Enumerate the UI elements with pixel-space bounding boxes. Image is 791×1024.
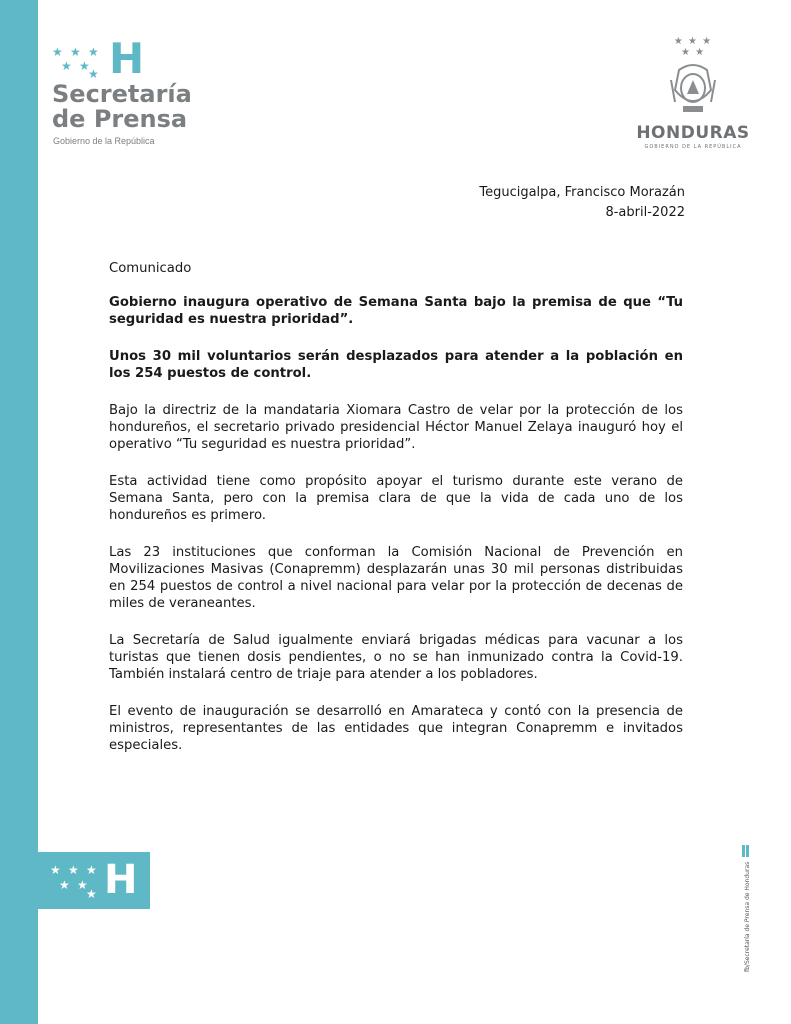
- seal-stars-icon: ★ ★ ★ ★ ★: [673, 36, 713, 58]
- side-color-band: [0, 0, 38, 1024]
- star-icon: ★: [59, 878, 70, 892]
- honduras-logo: [628, 36, 758, 156]
- footer-h-mark: H: [104, 857, 138, 903]
- social-credit: fb/Secretaría de Prensa de Honduras: [744, 861, 751, 972]
- footer-logo: [38, 852, 150, 909]
- document-label: Comunicado: [109, 261, 192, 276]
- body-paragraph: Las 23 instituciones que conforman la Comisión Nacional de Prevención en Movilizaciones Masivas (Conapremm) desplazarán unas 30 mil personas distribuidas en 254 puestos de control a nivel nacional para velar por la protección de decenas de miles de veraneantes.: [109, 545, 683, 611]
- star-icon: ★: [86, 887, 97, 901]
- coat-of-arms-icon: [665, 50, 721, 120]
- star-icon: ★: [88, 45, 99, 59]
- credit-bars-icon: [742, 842, 750, 854]
- body-paragraph: Bajo la directriz de la mandataria Xiomara Castro de velar por la protección de los hondureños, el secretario privado presidencial Héctor Manuel Zelaya inauguró hoy el operativo “Tu seguridad es nuestra prioridad”.: [109, 403, 683, 452]
- place-text: Tegucigalpa, Francisco Morazán: [479, 185, 685, 200]
- country-subtitle: GOBIERNO DE LA REPÚBLICA: [644, 144, 742, 150]
- stars-logo-mark: [52, 34, 152, 83]
- star-icon: ★: [77, 878, 88, 892]
- body-paragraph: El evento de inauguración se desarrolló en Amarateca y contó con la presencia de ministros, representantes de las entidades que integran Conapremm e invitados especiales.: [109, 704, 683, 753]
- star-icon: ★: [68, 863, 79, 877]
- headline-primary: Gobierno inaugura operativo de Semana Santa bajo la premisa de que “Tu seguridad es nuestra prioridad”.: [109, 295, 683, 327]
- body-paragraph: La Secretaría de Salud igualmente enviará brigadas médicas para vacunar a los turistas que tienen dosis pendientes, o no se han inmunizado contra la Covid-19. También instalará centro de triaje para atender a los pobladores.: [109, 633, 683, 682]
- logo-title: [52, 82, 192, 132]
- logo-subtitle: Gobierno de la República: [53, 136, 155, 146]
- headline-secondary: Unos 30 mil voluntarios serán desplazados para atender a la población en los 254 puestos de control.: [109, 349, 683, 381]
- star-icon: ★: [61, 59, 72, 73]
- date-text: 8-abril-2022: [605, 205, 685, 220]
- h-mark: H: [109, 34, 145, 83]
- star-icon: ★: [86, 863, 97, 877]
- country-name: HONDURAS: [636, 123, 750, 143]
- star-icon: ★: [79, 59, 90, 73]
- logo-title-line1: Secretaría: [52, 80, 192, 108]
- document-body: [109, 260, 683, 774]
- star-icon: ★: [52, 45, 63, 59]
- body-paragraph: Esta actividad tiene como propósito apoyar el turismo durante este verano de Semana Santa, pero con la premisa clara de que la vida de cada uno de los hondureños es primero.: [109, 474, 683, 523]
- place-date-block: [479, 183, 685, 223]
- secretaria-prensa-logo: [52, 34, 232, 152]
- star-icon: ★: [88, 67, 99, 81]
- logo-title-line2: de Prensa: [52, 105, 188, 133]
- star-icon: ★: [50, 863, 61, 877]
- star-icon: ★: [70, 45, 81, 59]
